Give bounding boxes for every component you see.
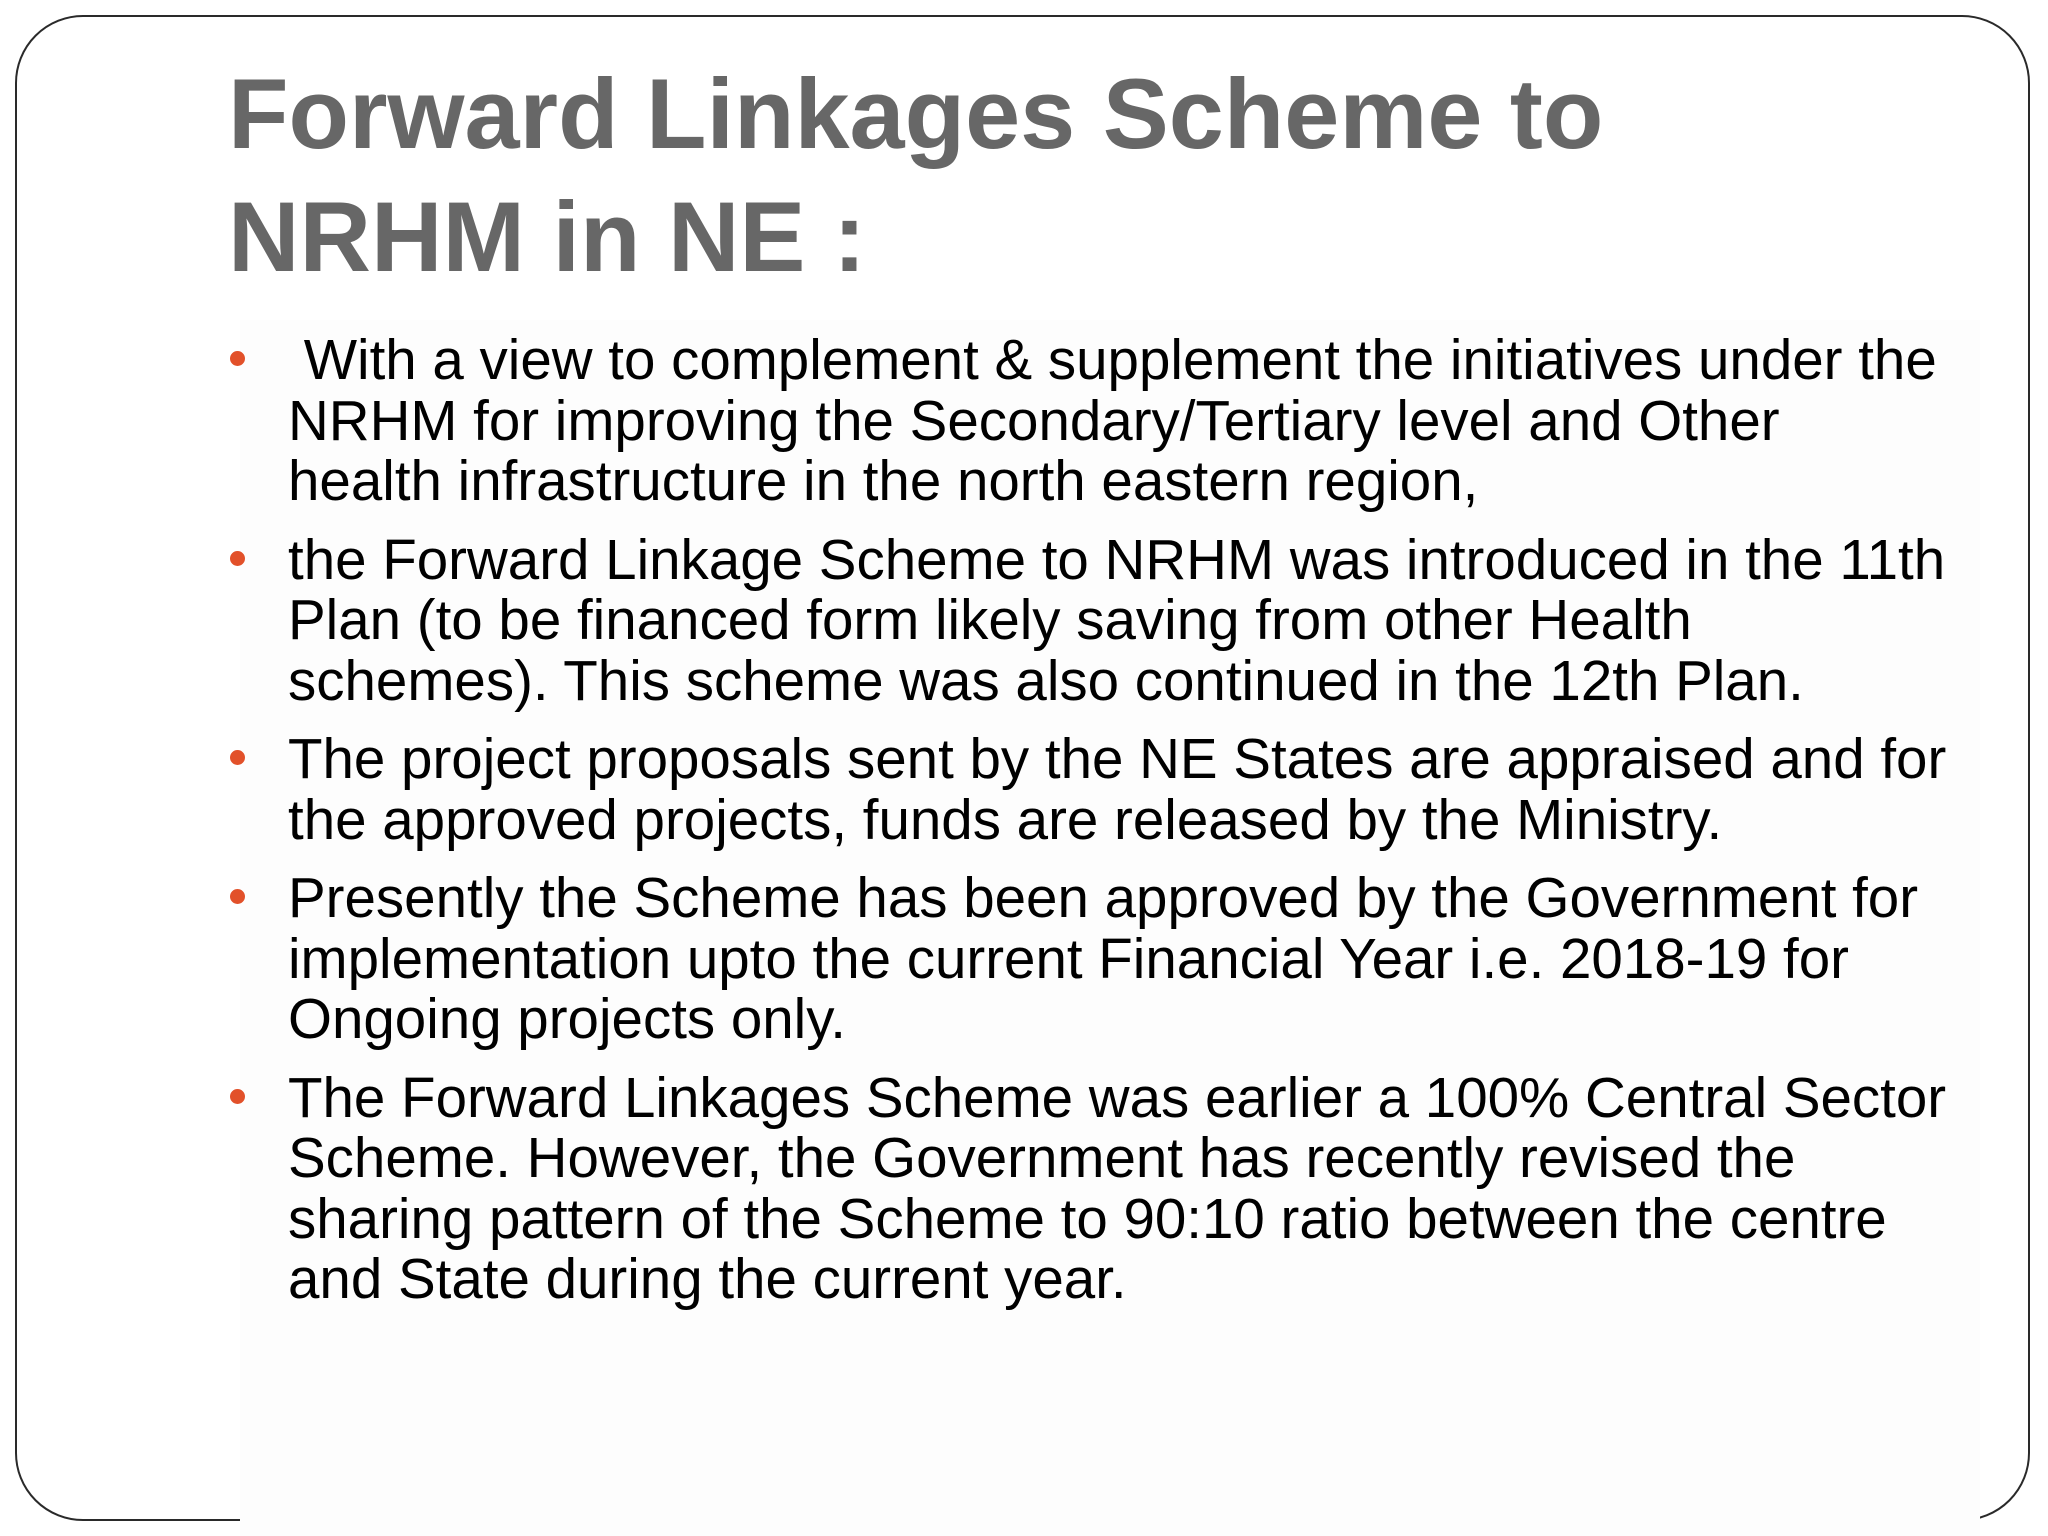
bullet-dot-icon bbox=[230, 551, 245, 566]
bullet-item bbox=[228, 328, 1953, 512]
bullet-text: The project proposals sent by the NE States are appraised and for the approved projects, funds are released by the Ministry. bbox=[288, 727, 1947, 851]
bullet-dot-icon bbox=[230, 1089, 245, 1104]
bullet-text: The Forward Linkages Scheme was earlier a 100% Central Sector Scheme. However, the Government has recently revised the sharing pattern of the Scheme to 90:10 ratio between the centre and State during the current year. bbox=[288, 1065, 1947, 1310]
slide-title bbox=[228, 52, 1928, 298]
bullet-dot-icon bbox=[230, 750, 245, 765]
bullet-list bbox=[228, 328, 1953, 1328]
bullet-text: the Forward Linkage Scheme to NRHM was introduced in the 11th Plan (to be financed form likely saving from other Health schemes). This scheme was also continued in the 12th Plan. bbox=[288, 527, 1946, 712]
bullet-item bbox=[228, 868, 1948, 1050]
bullet-text: With a view to complement & supplement the initiatives under the NRHM for improving the Secondary/Tertiary level and Other health infrastructure in the north eastern region, bbox=[288, 328, 1953, 512]
slide-title-line-2: NRHM in NE : bbox=[228, 181, 866, 292]
bullet-item bbox=[228, 527, 1948, 712]
bullet-item bbox=[228, 1065, 1948, 1310]
bullet-item bbox=[228, 729, 1948, 850]
bullet-dot-icon bbox=[230, 351, 245, 366]
slide-title-line-1: Forward Linkages Scheme to bbox=[228, 58, 1604, 169]
bullet-dot-icon bbox=[230, 889, 245, 904]
bullet-text: Presently the Scheme has been approved by the Government for implementation upto the current Financial Year i.e. 2018-19 for Ongoing projects only. bbox=[288, 866, 1919, 1050]
